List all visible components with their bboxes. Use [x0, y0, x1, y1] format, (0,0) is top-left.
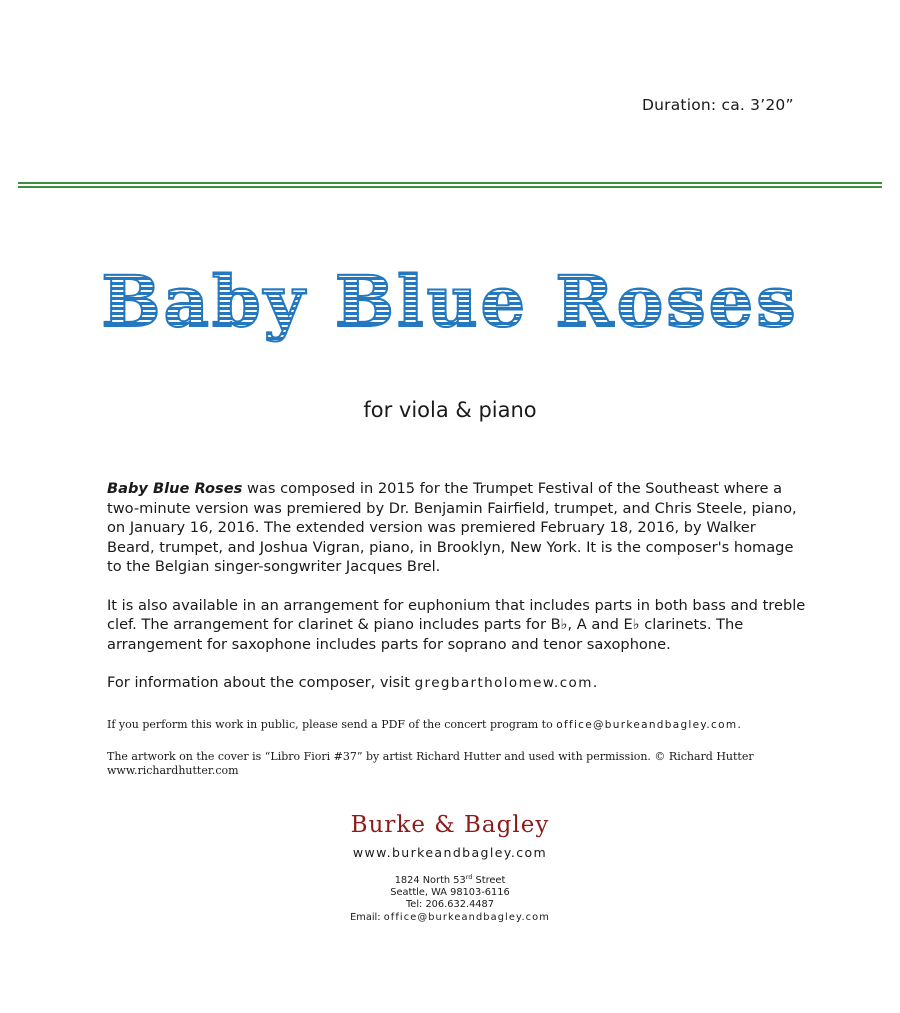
program-notes: [107, 479, 807, 694]
address-city: Seattle, WA 98103-6116: [390, 887, 510, 899]
duration: Duration: ca. 3’20”: [642, 96, 794, 114]
address-street: [0, 871, 900, 887]
perform-note-end: .: [737, 718, 741, 731]
top-rule-2: [18, 186, 882, 188]
email-label: Email:: [350, 911, 384, 923]
work-title-emphasis: Baby Blue Roses: [107, 480, 243, 497]
top-rule-1: [18, 182, 882, 184]
perform-note: [107, 718, 807, 732]
street-name: Street: [472, 875, 506, 886]
paragraph-composition: [107, 479, 807, 577]
subtitle: for viola & piano: [363, 398, 537, 422]
publisher-address: [0, 871, 900, 924]
composer-website-link[interactable]: gregbartholomew.com: [414, 675, 593, 691]
address-email: [0, 912, 900, 924]
perform-note-text: If you perform this work in public, please send a PDF of the concert program to: [107, 718, 557, 731]
composition-text: was composed in 2015 for the Trumpet Festival of the Southeast where a two-minute version was premiered by Dr. Benjamin Fairfield, trumpet, and Chris Steele, piano, on January 16, 2016. The extended version was premiered February 18, 2016, by Walker Beard, trumpet, and Joshua Vigran, piano, in Brooklyn, New York. It is the composer's homage to the Belgian singer-songwriter Jacques Brel.: [107, 480, 797, 575]
paragraph-composer-info: [107, 673, 807, 694]
publisher-name: Burke & Bagley: [350, 812, 550, 838]
perform-email-link[interactable]: office@burkeandbagley.com: [556, 719, 738, 731]
composer-info-end: .: [592, 674, 598, 691]
street-number: 1824 North 53: [394, 875, 466, 886]
composer-info-text: For information about the composer, visit: [107, 674, 415, 691]
publisher-website-link[interactable]: www.burkeandbagley.com: [352, 845, 548, 860]
paragraph-arrangements: It is also available in an arrangement for euphonium that includes parts in both bass and treble clef. The arrangement for clarinet & piano includes parts for B♭, A and E♭ clarinets. The arrangement for saxophone includes parts for soprano and tenor saxophone.: [107, 596, 806, 653]
publisher-email-link[interactable]: office@burkeandbagley.com: [383, 911, 550, 923]
street-ordinal: rd: [465, 873, 473, 881]
artwork-note: The artwork on the cover is “Libro Fiori #37” by artist Richard Hutter and used with permission. © Richard Hutter www.richardhutter.com: [107, 750, 754, 777]
address-tel: Tel: 206.632.4487: [405, 899, 495, 911]
page-title: Baby Blue Roses: [0, 262, 900, 342]
